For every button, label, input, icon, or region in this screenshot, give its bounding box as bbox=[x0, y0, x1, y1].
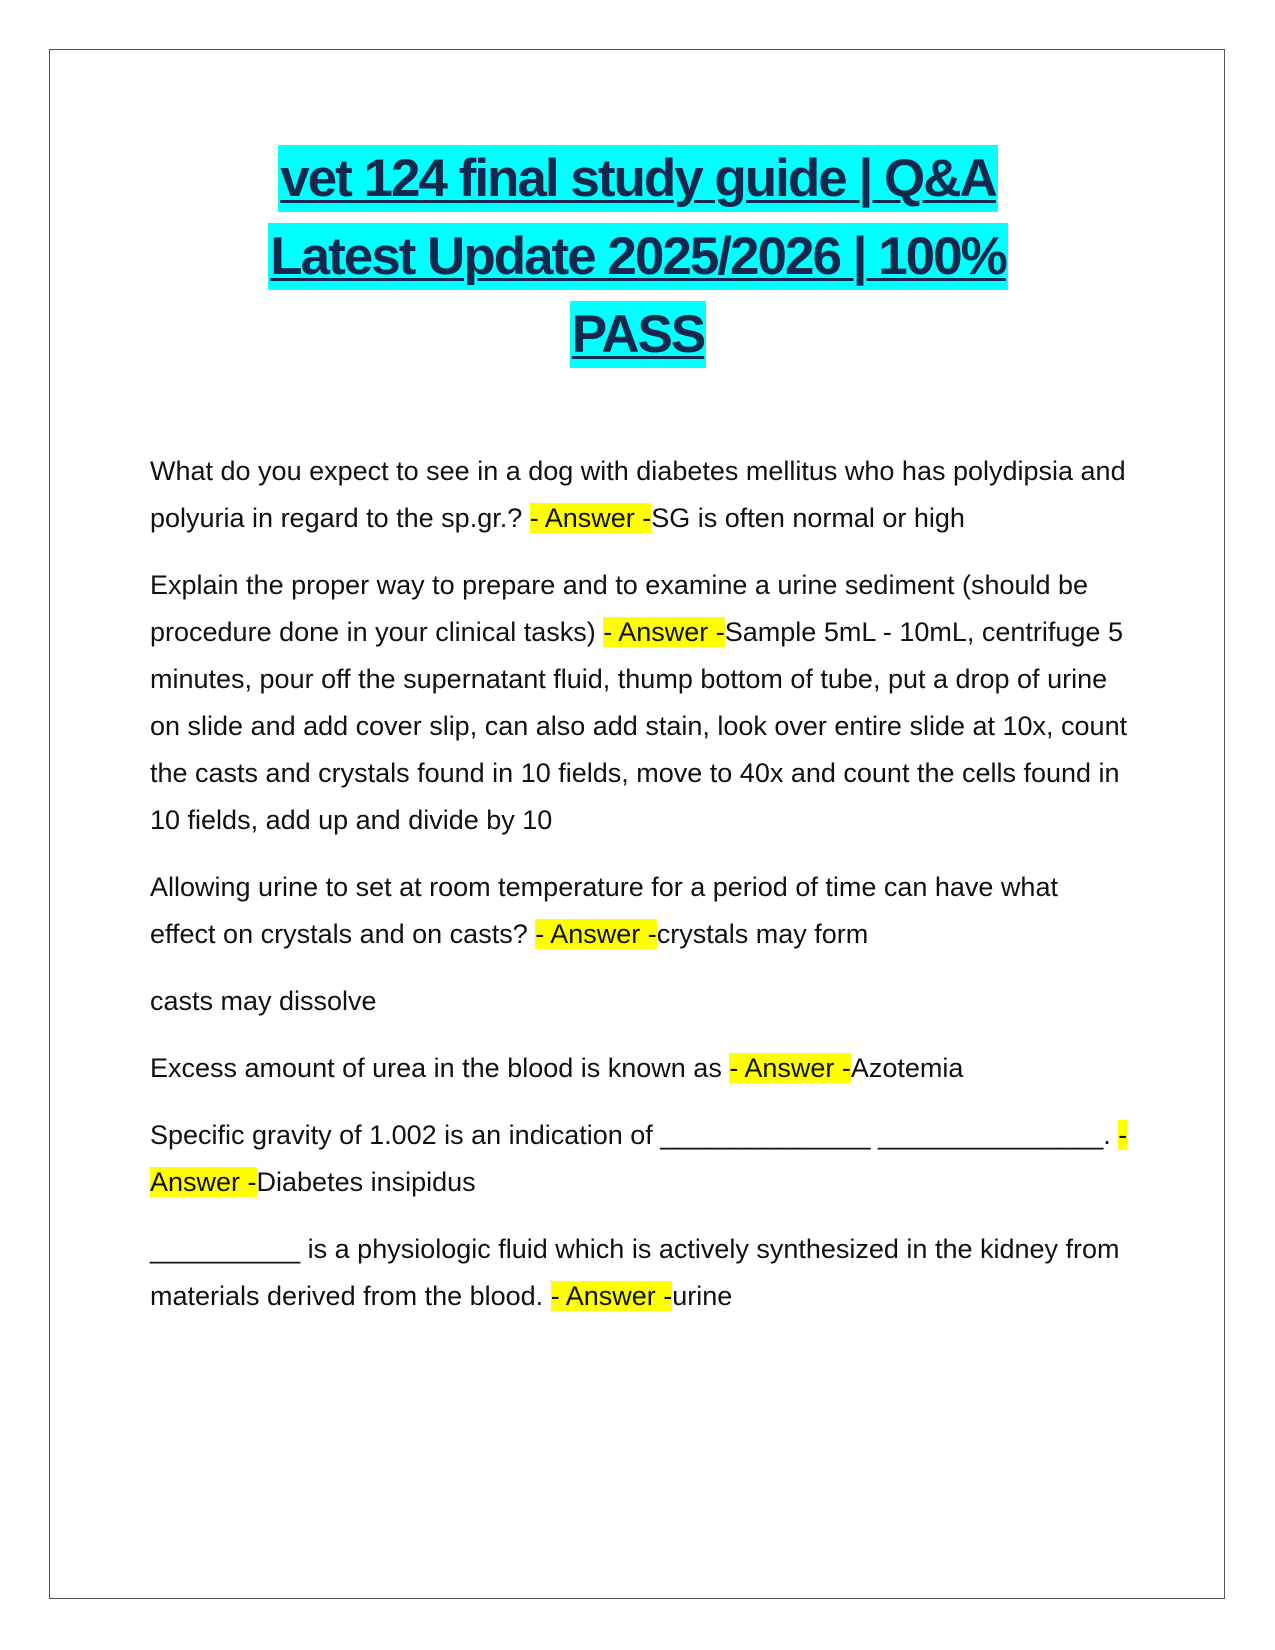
answer-marker: - Answer - bbox=[150, 1120, 1128, 1197]
question-text: __________ is a physiologic fluid which is actively synthesized in the kidney from materials derived from the blood. bbox=[150, 1234, 1120, 1311]
answer-continuation bbox=[150, 978, 1130, 1025]
question-text: Explain the proper way to prepare and to examine a urine sediment (should be procedure done in your clinical tasks) bbox=[150, 570, 1089, 647]
answer-marker: - Answer - bbox=[729, 1053, 851, 1083]
qa-item bbox=[150, 448, 1130, 542]
qa-item bbox=[150, 562, 1130, 844]
title-line-2 bbox=[80, 218, 1196, 296]
answer-text: crystals may form bbox=[656, 919, 869, 949]
answer-marker: - Answer - bbox=[550, 1281, 673, 1311]
title-text: vet 124 final study guide | Q&A bbox=[278, 145, 998, 212]
title-text: Latest Update 2025/2026 | 100% bbox=[268, 223, 1008, 290]
qa-item bbox=[150, 1112, 1130, 1206]
title-line-1 bbox=[80, 140, 1196, 218]
answer-marker: - Answer - bbox=[535, 919, 657, 949]
answer-text: casts may dissolve bbox=[150, 986, 377, 1016]
question-text: What do you expect to see in a dog with diabetes mellitus who has polydipsia and polyuria in regard to the sp.gr.? bbox=[150, 456, 1126, 533]
title-text: PASS bbox=[570, 301, 706, 368]
qa-list bbox=[150, 448, 1130, 1340]
title-line-3 bbox=[80, 296, 1196, 374]
question-text: Specific gravity of 1.002 is an indication of ______________ _______________. bbox=[150, 1120, 1119, 1150]
question-text: Excess amount of urea in the blood is known as bbox=[150, 1053, 730, 1083]
document-title bbox=[80, 140, 1196, 374]
qa-item bbox=[150, 864, 1130, 958]
answer-text: Diabetes insipidus bbox=[256, 1167, 476, 1197]
answer-text: Azotemia bbox=[850, 1053, 964, 1083]
qa-item bbox=[150, 1045, 1130, 1092]
answer-marker: - Answer - bbox=[603, 617, 725, 647]
question-text: Allowing urine to set at room temperature for a period of time can have what effect on crystals and on casts? bbox=[150, 872, 1058, 949]
answer-marker: - Answer - bbox=[529, 503, 652, 533]
answer-text: urine bbox=[672, 1281, 733, 1311]
answer-text: SG is often normal or high bbox=[651, 503, 965, 533]
answer-text: Sample 5mL - 10mL, centrifuge 5 minutes, pour off the supernatant fluid, thump bottom of tube, put a drop of urine on slide and add cover slip, can also add stain, look over entire slide at 10x, count the casts and crystals found in 10 fields, move to 40x and count the cells found in 10 fields, add up and divide by 10 bbox=[150, 617, 1128, 835]
qa-item bbox=[150, 1226, 1130, 1320]
